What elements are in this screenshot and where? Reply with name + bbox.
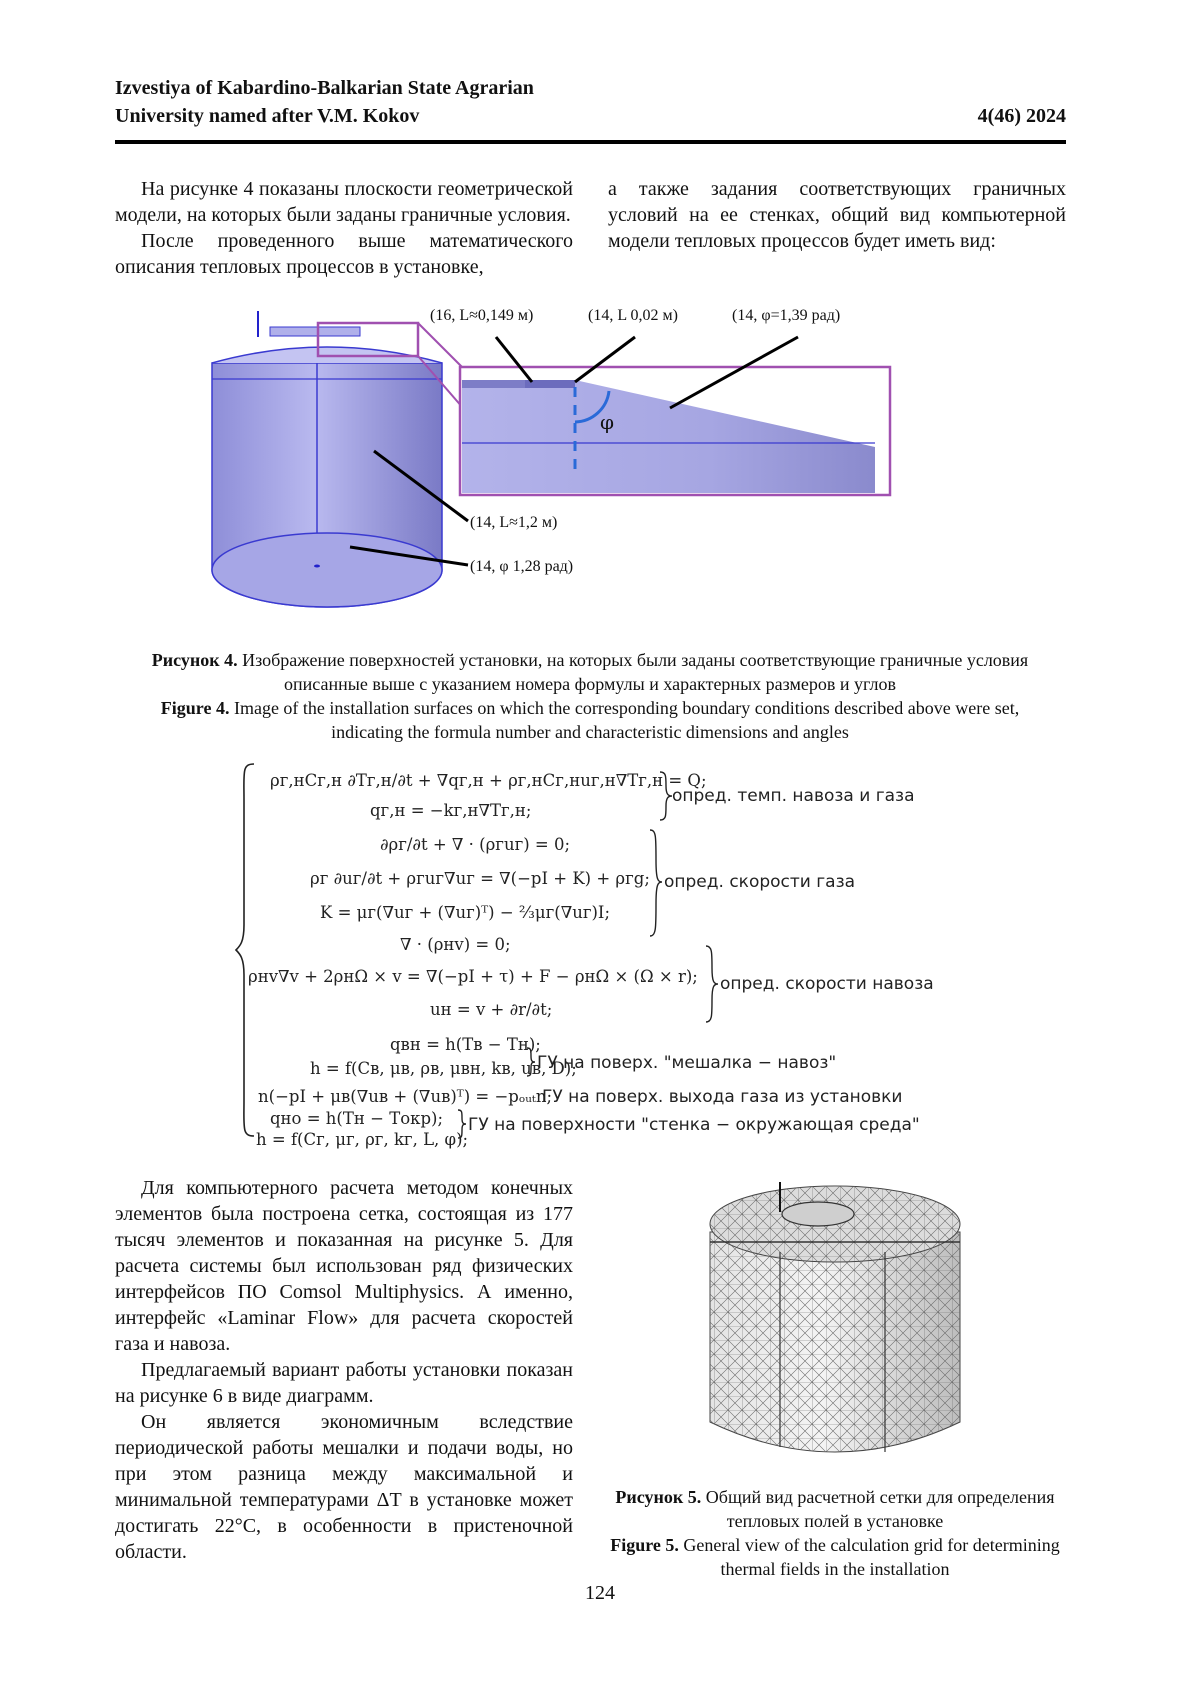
body-paragraph-3: Он является экономичным вследствие периодической работы мешалки и подачи воды, но при этом разница между максимальной и минимальной температурами ΔT в установке может достигать 22°С, в особенности в пристеночной области. bbox=[115, 1409, 573, 1565]
figure-4-caption bbox=[130, 648, 1050, 744]
equation-12: qно = h(Tн − Tокр); bbox=[270, 1109, 443, 1128]
intro-left-paragraph-2: После проведенного выше математического описания тепловых процессов в установке, bbox=[115, 228, 573, 280]
equation-3: ∂ρг/∂t + ∇ · (ρгuг) = 0; bbox=[380, 835, 570, 854]
label-top-right: (14, φ=1,39 рад) bbox=[732, 307, 840, 324]
equation-7: ρнv∇v + 2ρнΩ × v = ∇(−pI + τ) + F − ρнΩ × (Ω × r); bbox=[248, 967, 698, 986]
issue-number: 4(46) 2024 bbox=[978, 102, 1066, 130]
equation-13: h = f(Cг, μг, ρг, kг, L, φ); bbox=[256, 1130, 468, 1149]
body-left-column bbox=[115, 1175, 573, 1565]
equation-label-1: опред. темп. навоза и газа bbox=[672, 786, 915, 806]
label-top-left: (16, L≈0,149 м) bbox=[430, 307, 533, 324]
inset-detail bbox=[460, 367, 890, 495]
journal-title-line2: University named after V.M. Kokov bbox=[115, 102, 534, 130]
equation-system bbox=[240, 760, 1000, 1140]
body-paragraph-1: Для компьютерного расчета методом конечных элементов была построена сетка, состоящая из 177 тысяч элементов и показанная на рисунке 5. Для расчета системы был использован ряд физических интерфейсов ПО Comsol Multiphysics. А именно, интерфейс «Laminar Flow» для расчета скоростей газа и навоза. bbox=[115, 1175, 573, 1357]
figure-4-caption-en: Figure 4. Image of the installation surfaces on which the corresponding boundary conditions described above were set, indicating the formula number and characteristic dimensions and angles bbox=[130, 696, 1050, 744]
intro-right-column bbox=[608, 176, 1066, 254]
figure-4 bbox=[200, 325, 960, 630]
equation-4: ρг ∂uг/∂t + ρгuг∇uг = ∇(−pI + K) + ρгg; bbox=[310, 869, 650, 888]
journal-title bbox=[115, 74, 534, 130]
intro-right-paragraph-1: а также задания соответствующих граничных условий на ее стенках, общий вид компьютерной модели тепловых процессов будет иметь вид: bbox=[608, 176, 1066, 254]
equation-label-5: ГУ на поверх. выхода газа из установки bbox=[542, 1087, 902, 1107]
equation-1: ρг,нCг,н ∂Tг,н/∂t + ∇qг,н + ρг,нCг,нuг,н∇Tг,н = Q; bbox=[270, 771, 707, 790]
intro-left-paragraph-1: На рисунке 4 показаны плоскости геометрической модели, на которых были заданы граничные условия. bbox=[115, 176, 573, 228]
figure-5-caption bbox=[600, 1485, 1070, 1581]
equation-11: n(−pI + μв(∇uв + (∇uв)ᵀ) = −pₒᵤₜn; bbox=[258, 1087, 552, 1106]
phi-label: φ bbox=[600, 410, 614, 434]
label-top-mid: (14, L 0,02 м) bbox=[588, 307, 678, 324]
intro-left-column bbox=[115, 176, 573, 280]
page-number: 124 bbox=[0, 1582, 1200, 1605]
figure-5-caption-ru: Рисунок 5. Общий вид расчетной сетки для определения тепловых полей в установке bbox=[600, 1485, 1070, 1533]
equation-9: qвн = h(Tв − Tн); bbox=[390, 1035, 541, 1054]
label-bottom: (14, φ 1,28 рад) bbox=[470, 558, 573, 575]
equation-6: ∇ · (ρнv) = 0; bbox=[400, 935, 511, 954]
equation-label-3: опред. скорости навоза bbox=[720, 974, 934, 994]
equation-10: h = f(Cв, μв, ρв, μвн, kв, uв, D); bbox=[310, 1059, 577, 1078]
equation-5: K = μг(∇uг + (∇uг)ᵀ) − ⅔μг(∇uг)I; bbox=[320, 903, 610, 922]
label-side: (14, L≈1,2 м) bbox=[470, 514, 557, 531]
equation-8: uн = v + ∂r/∂t; bbox=[430, 1000, 552, 1019]
equation-label-6: ГУ на поверхности "стенка − окружающая среда" bbox=[468, 1115, 920, 1135]
equation-label-4: ГУ на поверх. "мешалка − навоз" bbox=[537, 1053, 836, 1073]
figure-5 bbox=[700, 1172, 970, 1472]
mesh-model bbox=[710, 1182, 960, 1452]
equation-label-2: опред. скорости газа bbox=[664, 872, 855, 892]
equation-2: qг,н = −kг,н∇Tг,н; bbox=[370, 801, 531, 820]
left-brace bbox=[236, 764, 254, 1136]
figure-5-caption-en: Figure 5. General view of the calculation grid for determining thermal fields in the installation bbox=[600, 1533, 1070, 1581]
figure-4-caption-ru: Рисунок 4. Изображение поверхностей установки, на которых были заданы соответствующие граничные условия описанные выше с указанием номера формулы и характерных размеров и углов bbox=[130, 648, 1050, 696]
header-rule bbox=[115, 140, 1066, 144]
body-paragraph-2: Предлагаемый вариант работы установки показан на рисунке 6 в виде диаграмм. bbox=[115, 1357, 573, 1409]
journal-title-line1: Izvestiya of Kabardino-Balkarian State Agrarian bbox=[115, 74, 534, 102]
